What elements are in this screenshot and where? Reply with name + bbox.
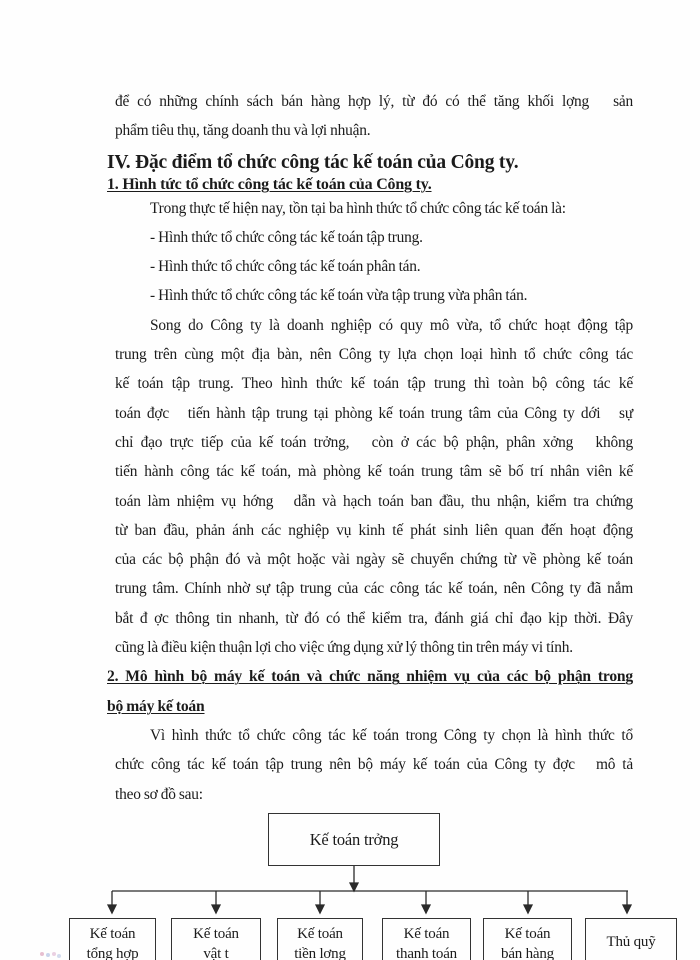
text-line: vật t xyxy=(203,946,229,960)
text-line: cũng là điều kiện thuận lợi cho việc ứng dụng xử lý thông tin trên máy vi tính. xyxy=(115,639,573,657)
org-chart-box-tong-hop xyxy=(69,918,156,960)
text-line: - Hình thức tổ chức công tác kế toán phân tán. xyxy=(150,258,421,276)
text-line: 2. Mô hình bộ máy kế toán và chức năng nhiệm vụ của các bộ phận trong xyxy=(107,668,633,686)
subsection-heading-1: 1. Hình tức tổ chức công tác kế toán của Công ty. xyxy=(107,175,432,193)
text-line: kế toán tập trung. Theo hình thức kế toán tập trung thì toàn bộ công tác kế xyxy=(115,375,633,393)
text-line: Kế toán xyxy=(193,926,239,942)
org-chart-root-box: Kế toán trởng xyxy=(268,813,440,866)
org-chart-box-thu-quy xyxy=(585,918,677,960)
text-line: từ ban đầu, phản ánh các nghiệp vụ kinh tế phát sinh liên quan đến hoạt động xyxy=(115,521,633,539)
text-line: để có những chính sách bán hàng hợp lý, từ đó có thể tăng khối lợng sản xyxy=(115,93,633,110)
org-chart-box-vat-tu xyxy=(171,918,261,960)
text-line: Vì hình thức tổ chức công tác kế toán trong Công ty chọn là hình thức tổ xyxy=(150,726,633,744)
text-line: trung trên cùng một địa bàn, nên Công ty lựa chọn loại hình tổ chức công tác xyxy=(115,346,633,364)
text-line: bắt đ ợc thông tin nhanh, từ đó có thể kiểm tra, đánh giá chỉ đạo kịp thời. Đây xyxy=(115,609,633,627)
text-line: - Hình thức tổ chức công tác kế toán vừa tập trung vừa phân tán. xyxy=(150,287,528,305)
text-line: toán làm nhiệm vụ hớng dẫn và hạch toán ban đầu, thu nhận, kiểm tra chứng xyxy=(115,492,633,510)
text-line: bán hàng xyxy=(501,946,554,960)
org-chart-box-thanh-toan xyxy=(382,918,471,960)
text-line: theo sơ đồ sau: xyxy=(115,785,203,803)
text-line: Kế toán xyxy=(403,926,450,942)
text-line: chỉ đạo trực tiếp của kế toán trởng, còn ở các bộ phận, phân xởng không xyxy=(115,433,633,451)
text-line: tiền lơng xyxy=(294,946,346,960)
text-line: phẩm tiêu thụ, tăng doanh thu và lợi nhuận. xyxy=(115,122,371,140)
text-line: toán đợc tiến hành tập trung tại phòng kế toán trung tâm của Công ty dới sự xyxy=(115,404,633,422)
section-heading-iv: IV. Đặc điểm tổ chức công tác kế toán của Công ty. xyxy=(107,151,519,173)
text-line: chức công tác kế toán tập trung nên bộ máy kế toán của Công ty đợc mô tả xyxy=(115,756,633,774)
text-line: trung tâm. Chính nhờ sự tập trung của các công tác kế toán, nên Công ty đã nắm xyxy=(115,580,633,598)
scan-artifact-dots xyxy=(40,952,44,956)
text-line: bộ máy kế toán xyxy=(107,697,205,715)
text-line: Song do Công ty là doanh nghiệp có quy mô vừa, tổ chức hoạt động tập xyxy=(150,316,633,334)
org-chart-box-ban-hang xyxy=(483,918,572,960)
org-chart-box-tien-luong xyxy=(277,918,363,960)
text-line: của các bộ phận đó và một hoặc vài ngày sẽ chuyển chứng từ về phòng kế toán xyxy=(115,551,633,569)
text-line: Thủ quỹ xyxy=(606,934,656,950)
text-line: tiến hành công tác kế toán, mà phòng kế toán trung tâm sẽ bố trí nhân viên kế xyxy=(115,463,633,481)
text-line: Kế toán xyxy=(89,926,136,942)
text-line: Trong thực tế hiện nay, tồn tại ba hình thức tổ chức công tác kế toán là: xyxy=(150,199,566,217)
text-line: Kế toán xyxy=(297,926,343,942)
text-line: thanh toán xyxy=(396,946,457,960)
text-line: - Hình thức tổ chức công tác kế toán tập trung. xyxy=(150,228,423,246)
text-line: tổng hợp xyxy=(86,946,139,960)
text-line: Kế toán xyxy=(504,926,551,942)
